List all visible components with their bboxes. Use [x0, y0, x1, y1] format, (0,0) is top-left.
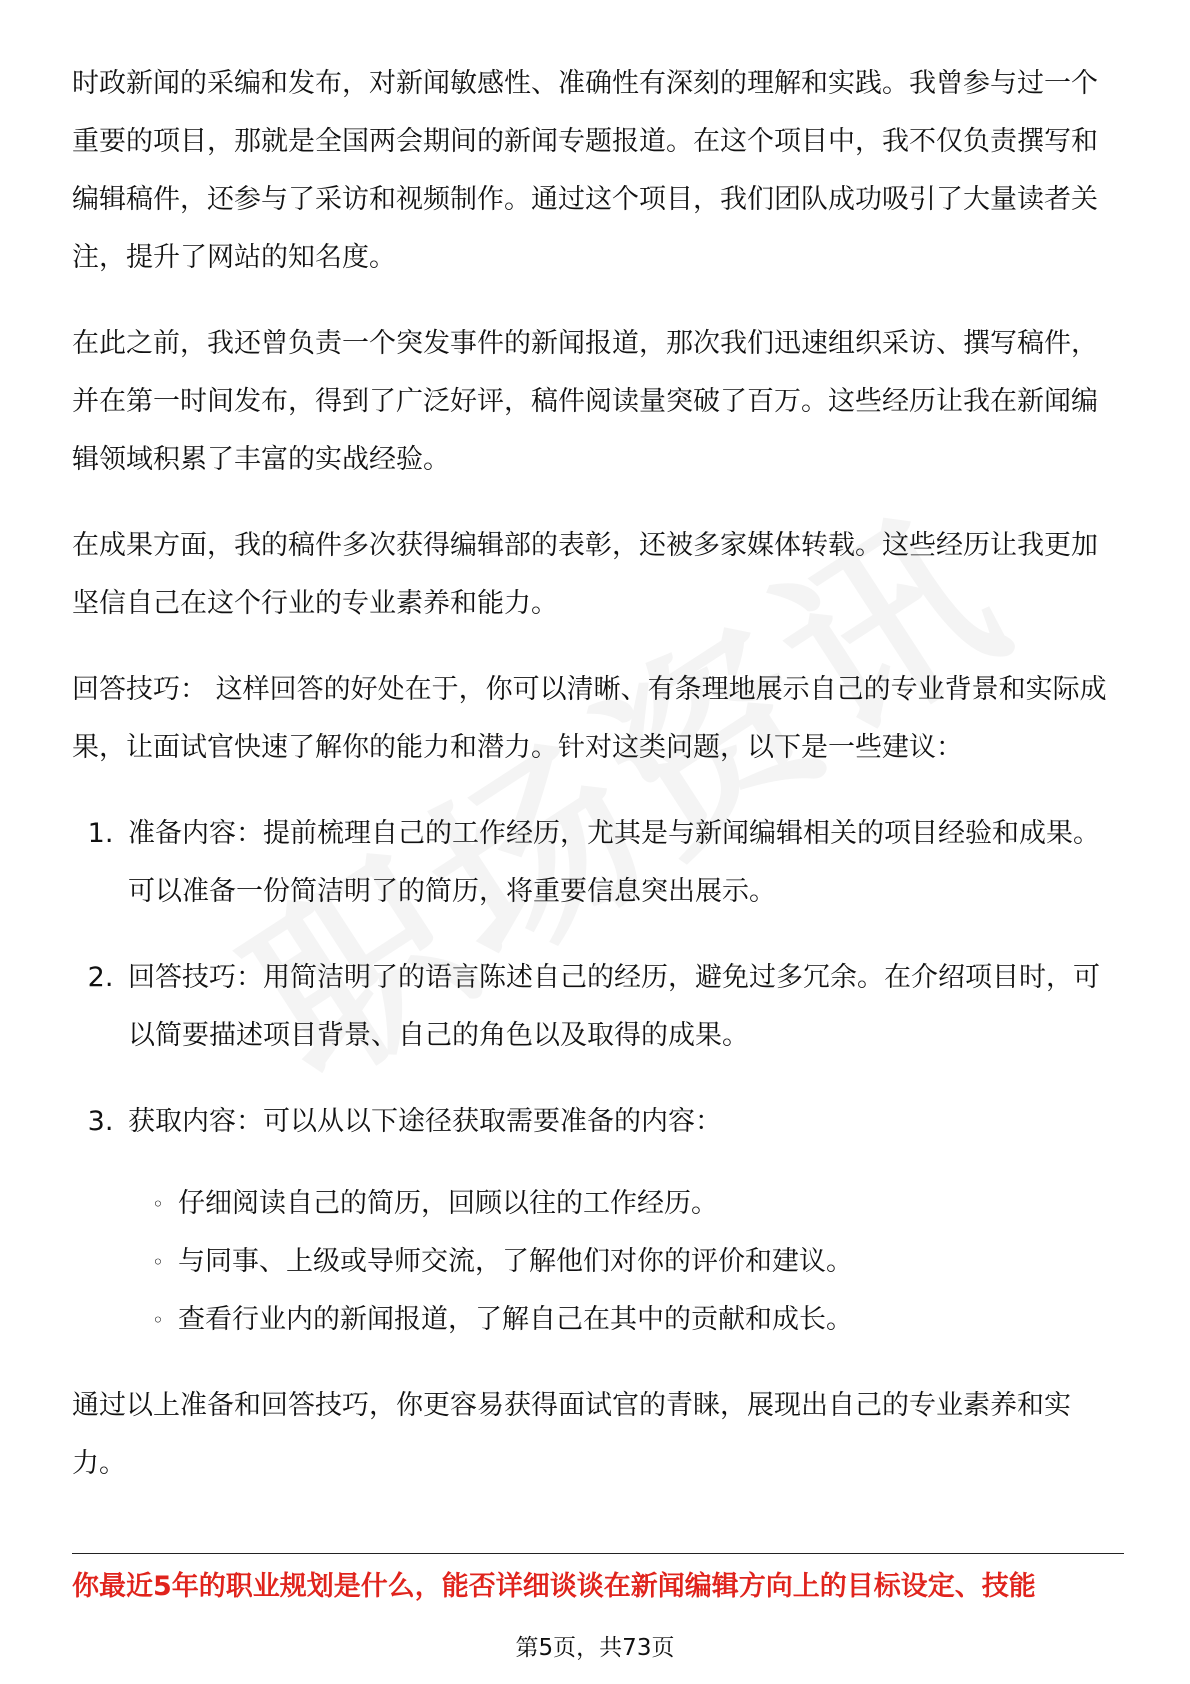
- paragraph-project-experience: 时政新闻的采编和发布，对新闻敏感性、准确性有深刻的理解和实践。我曾参与过一个重要的项目，那就是全国两会期间的新闻专题报道。在这个项目中，我不仅负责撰写和编辑稿件，还参与了采访和视频制作。通过这个项目，我们团队成功吸引了大量读者关注，提升了网站的知名度。: [72, 68, 1098, 273]
- section-divider: [72, 1553, 1124, 1554]
- source-item: [152, 1291, 1122, 1349]
- source-item-text: 与同事、上级或导师交流，了解他们对你的评价和建议。: [178, 1246, 853, 1277]
- page-footer: 第5页，共73页: [515, 1635, 675, 1661]
- circle-bullet-icon: ◦: [152, 1308, 164, 1332]
- tips-list: [72, 805, 1122, 1151]
- paragraph-breaking-news: 在此之前，我还曾负责一个突发事件的新闻报道，那次我们迅速组织采访、撰写稿件，并在第一时间发布，得到了广泛好评，稿件阅读量突破了百万。这些经历让我在新闻编辑领域积累了丰富的实战经验。: [72, 328, 1098, 475]
- tip-item: 3. 获取内容：可以从以下途径获取需要准备的内容：: [122, 1093, 1122, 1151]
- source-item-text: 仔细阅读自己的简历，回顾以往的工作经历。: [178, 1188, 718, 1219]
- circle-bullet-icon: ◦: [152, 1250, 164, 1274]
- tip-item: 2. 回答技巧：用简洁明了的语言陈述自己的经历，避免过多冗余。在介绍项目时，可以简要描述项目背景、自己的角色以及取得的成果。: [122, 949, 1122, 1065]
- source-item: [152, 1233, 1122, 1291]
- main-content: [72, 55, 1122, 1521]
- circle-bullet-icon: ◦: [152, 1192, 164, 1216]
- next-question-heading: 你最近5年的职业规划是什么，能否详细谈谈在新闻编辑方向上的目标设定、技能: [72, 1571, 1036, 1602]
- source-item: [152, 1175, 1122, 1233]
- sources-list: [72, 1175, 1122, 1349]
- paragraph-conclusion: 通过以上准备和回答技巧，你更容易获得面试官的青睐，展现出自己的专业素养和实力。: [72, 1390, 1071, 1479]
- source-item-text: 查看行业内的新闻报道，了解自己在其中的贡献和成长。: [178, 1304, 853, 1335]
- tip-item: 1. 准备内容：提前梳理自己的工作经历，尤其是与新闻编辑相关的项目经验和成果。可以准备一份简洁明了的简历，将重要信息突出展示。: [122, 805, 1122, 921]
- paragraph-answer-tips: 回答技巧： 这样回答的好处在于，你可以清晰、有条理地展示自己的专业背景和实际成果，让面试官快速了解你的能力和潜力。针对这类问题，以下是一些建议：: [72, 674, 1107, 763]
- paragraph-achievements: 在成果方面，我的稿件多次获得编辑部的表彰，还被多家媒体转载。这些经历让我更加坚信自己在这个行业的专业素养和能力。: [72, 530, 1098, 619]
